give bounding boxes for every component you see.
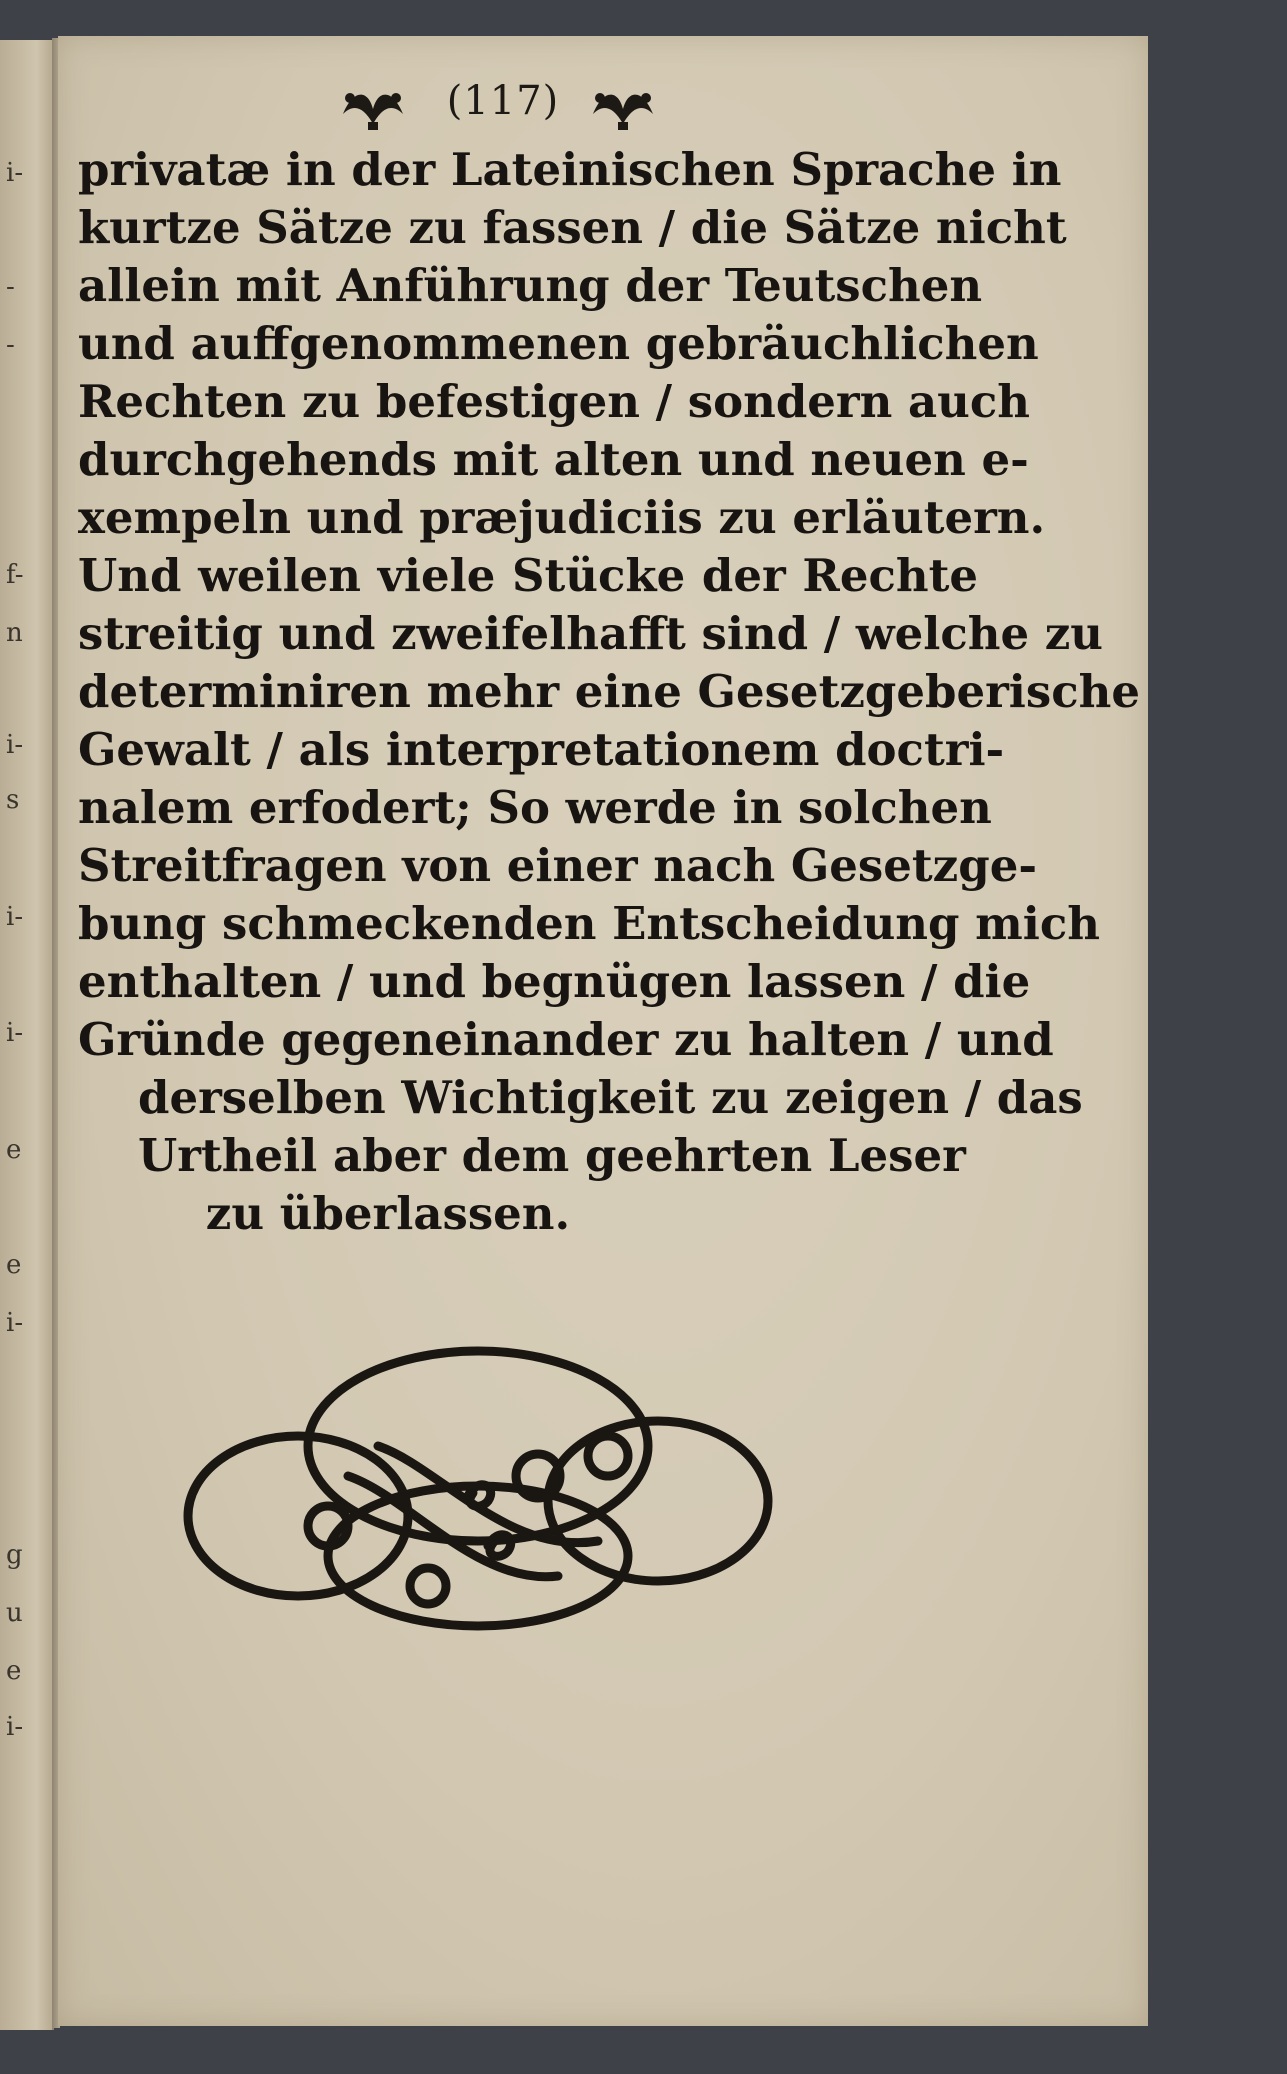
fleuron-left-icon	[338, 84, 408, 134]
facing-page-fragment: i-	[6, 158, 24, 188]
text-line: determiniren mehr eine Gesetzgeberische	[78, 665, 1140, 718]
tailpiece-flourish-ornament	[178, 1326, 778, 1646]
facing-page-fragment: i-	[6, 902, 24, 932]
facing-page-fragment: g	[6, 1540, 23, 1570]
text-line: nalem erfodert; So werde in solchen	[78, 781, 992, 834]
text-line: durchgehends mit alten und neuen e-	[78, 433, 1029, 486]
facing-page-fragment: i-	[6, 1712, 24, 1742]
facing-page-fragment: -	[6, 330, 15, 360]
facing-page-fragment: i-	[6, 1308, 24, 1338]
text-line: Streitfragen von einer nach Gesetzge-	[78, 839, 1037, 892]
text-line: xempeln und præjudiciis zu erläutern.	[78, 491, 1046, 544]
page-number: (117)	[446, 78, 560, 124]
text-line: Gründe gegeneinander zu halten / und	[78, 1013, 1054, 1066]
facing-page-fragment: f-	[6, 560, 24, 590]
text-line: Gewalt / als interpretationem doctri-	[78, 723, 1005, 776]
text-line: und auffgenommenen gebräuchlichen	[78, 317, 1039, 370]
page-header	[338, 76, 738, 146]
text-line: enthalten / und begnügen lassen / die	[78, 955, 1031, 1008]
text-line: allein mit Anführung der Teutschen	[78, 259, 983, 312]
facing-page-fragment: s	[6, 785, 20, 815]
text-line: streitig und zweifelhafft sind / welche zu	[78, 607, 1104, 660]
text-line: privatæ in der Lateinischen Sprache in	[78, 143, 1062, 196]
facing-page-fragment: e	[6, 1250, 22, 1280]
facing-page-fragment: u	[6, 1598, 23, 1628]
fleuron-right-icon	[588, 84, 658, 134]
text-line: Urtheil aber dem geehrten Leser	[138, 1129, 966, 1182]
text-line: zu überlassen.	[205, 1187, 571, 1240]
facing-page-fragment: i-	[6, 1018, 24, 1048]
facing-page-edge	[0, 40, 54, 2030]
book-page	[58, 36, 1148, 2026]
body-text	[78, 141, 1140, 1243]
facing-page-fragment: n	[6, 618, 23, 648]
text-line: Und weilen viele Stücke der Rechte	[78, 549, 978, 602]
text-line: bung schmeckenden Entscheidung mich	[78, 897, 1100, 950]
facing-page-fragment: -	[6, 272, 15, 302]
text-line: derselben Wichtigkeit zu zeigen / das	[138, 1071, 1083, 1124]
facing-page-fragment: e	[6, 1656, 22, 1686]
text-line: Rechten zu befestigen / sondern auch	[78, 375, 1031, 428]
facing-page-fragment: i-	[6, 730, 24, 760]
text-line: kurtze Sätze zu fassen / die Sätze nicht	[78, 201, 1067, 254]
facing-page-fragment: e	[6, 1135, 22, 1165]
